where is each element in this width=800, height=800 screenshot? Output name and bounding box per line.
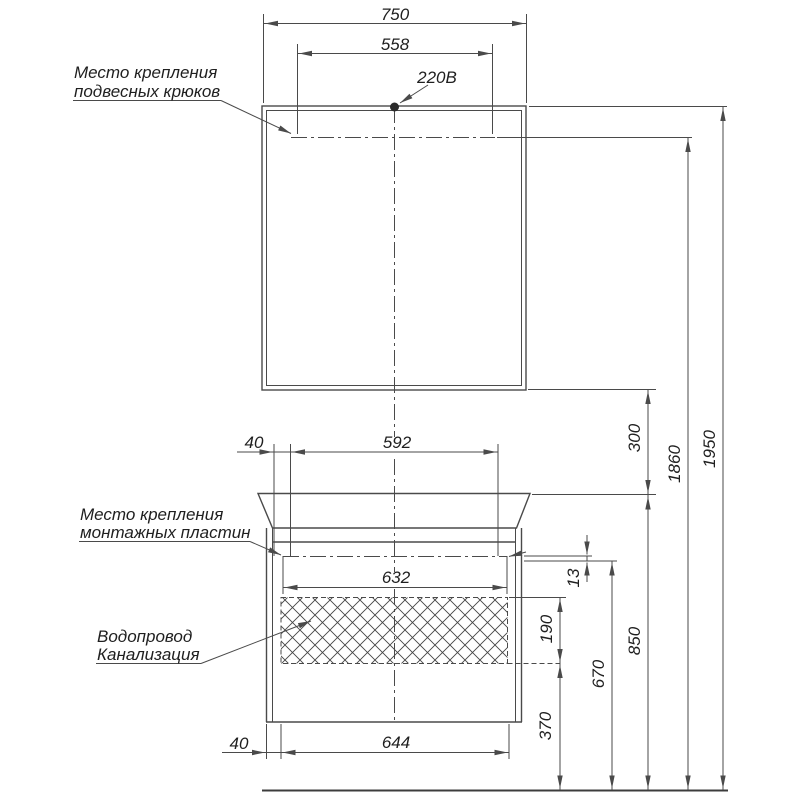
power-point-dot (390, 103, 399, 112)
utilities-label-line1: Водопровод (97, 627, 193, 646)
dim-inner-width: 632 (381, 568, 411, 587)
dim-bottom-offset: 40 (229, 734, 249, 753)
plates-label-line1: Место крепления (80, 505, 224, 524)
dim-overall-height: 1950 (700, 430, 719, 468)
dim-top-width: 750 (380, 5, 410, 24)
dim-bottom-width: 644 (381, 733, 411, 752)
dim-utility-zone-bottom: 370 (536, 711, 555, 741)
dim-plate-line-height: 670 (589, 659, 608, 689)
hooks-label-line2: подвесных крюков (74, 82, 221, 101)
dim-mirror-to-counter: 300 (625, 423, 644, 453)
dim-hook-offset: 40 (244, 433, 264, 452)
utilities-label-line2: Канализация (97, 645, 200, 664)
dim-utility-zone-height: 190 (537, 614, 556, 644)
power-label: 220В (417, 68, 457, 87)
plates-label-line2: монтажных пластин (80, 523, 251, 542)
dim-plate-drop: 13 (564, 568, 583, 588)
dim-plates-span: 592 (382, 433, 412, 452)
dim-hooks-height: 1860 (665, 445, 684, 483)
hooks-label-line1: Место крепления (74, 63, 218, 82)
dim-counter-height: 850 (625, 626, 644, 656)
dim-hooks-span: 558 (380, 35, 410, 54)
